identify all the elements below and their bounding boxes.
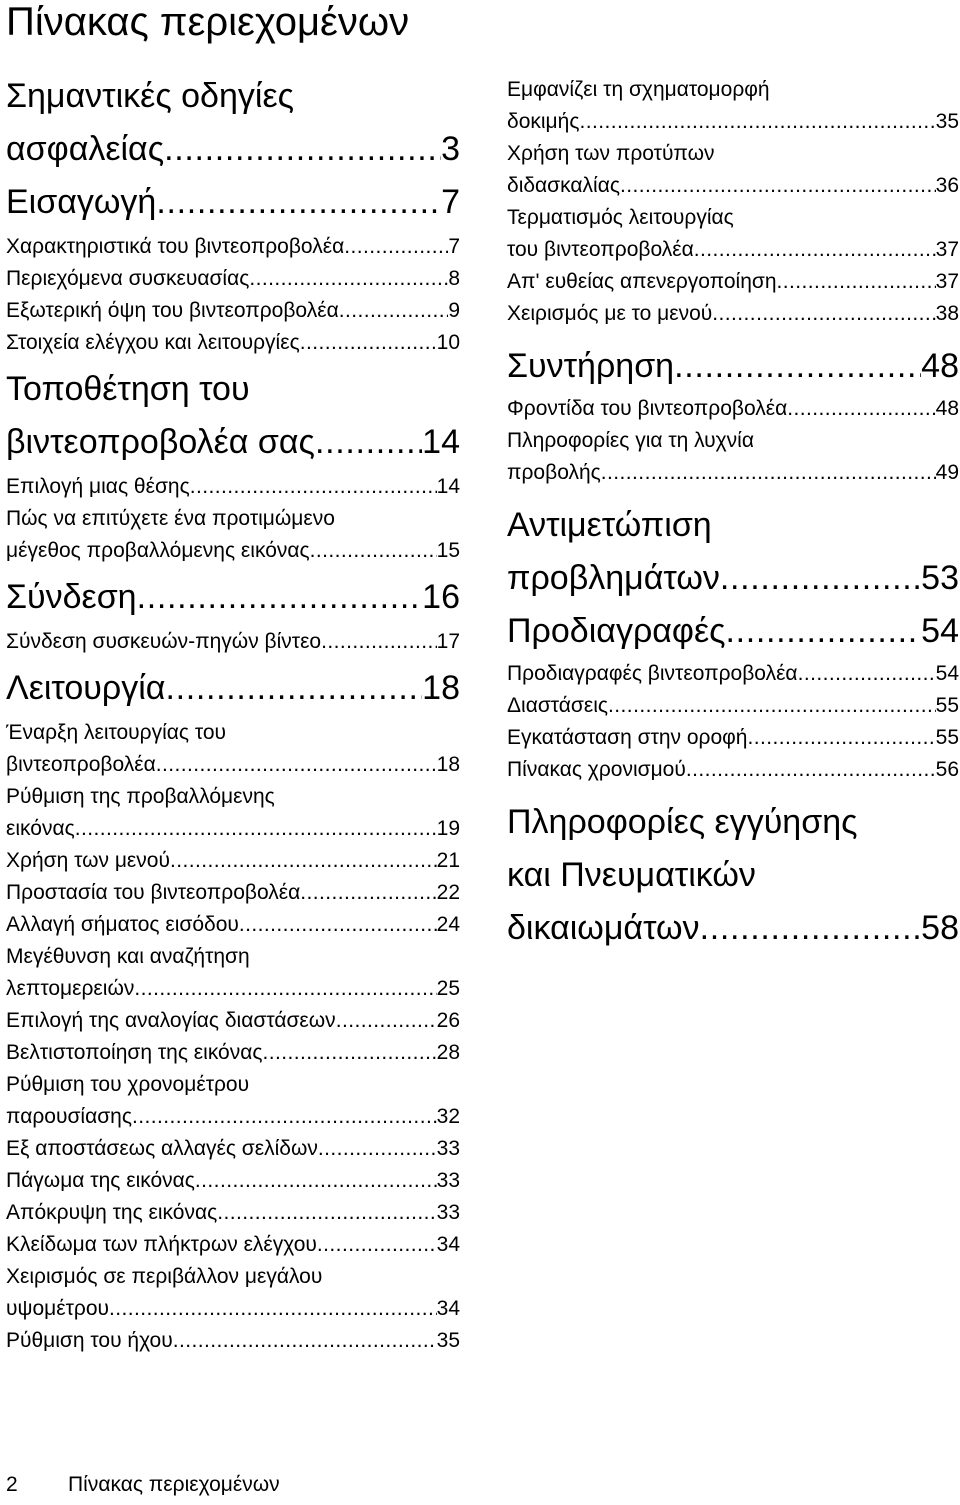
toc-entry-row bbox=[507, 266, 959, 298]
toc-entry-title: προβλημάτων bbox=[507, 559, 720, 597]
toc-page-number: 34 bbox=[436, 1233, 460, 1256]
toc-entry-title: Κλείδωμα των πλήκτρων ελέγχου bbox=[6, 1233, 317, 1256]
toc-section-entry[interactable] bbox=[6, 1165, 460, 1197]
toc-entry-title: Προδιαγραφές βιντεοπροβολέα bbox=[507, 662, 798, 685]
toc-left-column bbox=[6, 70, 460, 1357]
toc-entry-title: Εγκατάσταση στην οροφή bbox=[507, 726, 748, 749]
toc-entry-row bbox=[507, 393, 959, 425]
toc-entry-row bbox=[6, 973, 460, 1005]
toc-entry-row bbox=[6, 1037, 460, 1069]
toc-entry-title: Αλλαγή σήματος εισόδου bbox=[6, 913, 239, 936]
toc-section-entry[interactable] bbox=[6, 263, 460, 295]
toc-entry-row bbox=[6, 295, 460, 327]
toc-entry-title: λεπτομερειών bbox=[6, 977, 135, 1000]
toc-entry-title: του βιντεοπροβολέα bbox=[507, 238, 694, 261]
toc-page-number: 15 bbox=[436, 539, 460, 562]
toc-chapter-entry[interactable] bbox=[6, 176, 460, 229]
dot-leader bbox=[620, 170, 936, 202]
toc-page-number: 25 bbox=[436, 977, 460, 1000]
toc-page-number: 18 bbox=[422, 669, 460, 707]
toc-entry-row bbox=[6, 1101, 460, 1133]
toc-entry-title: μέγεθος προβαλλόμενης εικόνας bbox=[6, 539, 310, 562]
toc-section-entry[interactable] bbox=[6, 1325, 460, 1357]
toc-page-number: 34 bbox=[436, 1297, 460, 1320]
toc-entry-title-line: Πώς να επιτύχετε ένα προτιμώμενο bbox=[6, 507, 335, 530]
toc-section-entry[interactable] bbox=[6, 231, 460, 263]
toc-section-entry[interactable] bbox=[507, 425, 959, 489]
toc-entry-row bbox=[6, 1005, 460, 1037]
toc-entry-row bbox=[507, 340, 959, 393]
toc-page-number: 33 bbox=[436, 1137, 460, 1160]
toc-entry-row bbox=[6, 749, 460, 781]
dot-leader bbox=[134, 973, 436, 1005]
toc-entry-title: Βελτιστοποίηση της εικόνας bbox=[6, 1041, 263, 1064]
toc-section-entry[interactable] bbox=[6, 1261, 460, 1325]
dot-leader bbox=[156, 176, 441, 229]
toc-entry-row bbox=[6, 877, 460, 909]
toc-page-number: 36 bbox=[935, 174, 959, 197]
toc-page-number: 35 bbox=[436, 1329, 460, 1352]
toc-page-number: 49 bbox=[935, 461, 959, 484]
toc-entry-title-line: Σημαντικές οδηγίες bbox=[6, 77, 294, 115]
toc-entry-title: ασφαλείας bbox=[6, 130, 165, 168]
toc-chapter-entry[interactable] bbox=[507, 340, 959, 393]
toc-entry-title-line: Χρήση των προτύπων bbox=[507, 142, 715, 165]
toc-entry-row bbox=[507, 234, 959, 266]
toc-page-number: 14 bbox=[422, 423, 460, 461]
toc-section-entry[interactable] bbox=[6, 877, 460, 909]
toc-section-entry[interactable] bbox=[6, 503, 460, 567]
dot-leader bbox=[317, 1229, 437, 1261]
toc-entry-title: Συντήρηση bbox=[507, 347, 675, 385]
toc-entry-row bbox=[6, 535, 460, 567]
toc-entry-title: Χαρακτηριστικά του βιντεοπροβολέα bbox=[6, 235, 345, 258]
toc-page-number: 55 bbox=[935, 694, 959, 717]
toc-page-number: 26 bbox=[436, 1009, 460, 1032]
toc-page-number: 9 bbox=[448, 299, 460, 322]
toc-entry-title: δοκιμής bbox=[507, 110, 580, 133]
toc-entry-title-line: Τερματισμός λειτουργίας bbox=[507, 206, 734, 229]
toc-entry-row bbox=[507, 298, 959, 330]
toc-entry-row bbox=[6, 1133, 460, 1165]
dot-leader bbox=[579, 106, 935, 138]
toc-page-number: 58 bbox=[921, 909, 959, 947]
toc-entry-title: προβολής bbox=[507, 461, 601, 484]
toc-page-number: 7 bbox=[441, 183, 460, 221]
dot-leader bbox=[310, 535, 437, 567]
toc-chapter-entry[interactable] bbox=[6, 571, 460, 624]
toc-entry-row bbox=[6, 662, 460, 715]
toc-entry-title: Σύνδεση συσκευών-πηγών βίντεο bbox=[6, 630, 322, 653]
toc-entry-title: Διαστάσεις bbox=[507, 694, 609, 717]
dot-leader bbox=[164, 123, 441, 176]
dot-leader bbox=[249, 263, 448, 295]
toc-entry-title: Περιεχόμενα συσκευασίας bbox=[6, 267, 250, 290]
toc-entry-title: εικόνας bbox=[6, 817, 75, 840]
toc-entry-title: Εξ αποστάσεως αλλαγές σελίδων bbox=[6, 1137, 318, 1160]
toc-section-entry[interactable] bbox=[507, 74, 959, 138]
toc-chapter-entry[interactable] bbox=[6, 662, 460, 715]
dot-leader bbox=[747, 722, 935, 754]
toc-section-entry[interactable] bbox=[6, 471, 460, 503]
dot-leader bbox=[336, 1005, 437, 1037]
footer-title: Πίνακας περιεχομένων bbox=[68, 1473, 280, 1496]
toc-page-number: 3 bbox=[441, 130, 460, 168]
toc-entry-title-line: Ρύθμιση του χρονομέτρου bbox=[6, 1073, 250, 1096]
dot-leader bbox=[217, 1197, 436, 1229]
toc-page-number: 48 bbox=[921, 347, 959, 385]
toc-entry-row bbox=[6, 176, 460, 229]
toc-entry-title: Προδιαγραφές bbox=[507, 612, 726, 650]
toc-section-entry[interactable] bbox=[6, 1133, 460, 1165]
toc-right-column bbox=[507, 74, 959, 955]
toc-entry-row bbox=[6, 1325, 460, 1357]
toc-section-entry[interactable] bbox=[6, 1069, 460, 1133]
toc-section-entry[interactable] bbox=[6, 1037, 460, 1069]
toc-entry-title: και Πνευματικών bbox=[507, 856, 756, 894]
toc-entry-title: Εισαγωγή bbox=[6, 183, 157, 221]
toc-entry-title-line: Πληροφορίες για τη λυχνία bbox=[507, 429, 754, 452]
toc-page-number: 54 bbox=[921, 612, 959, 650]
toc-entry-row bbox=[507, 170, 959, 202]
toc-entry-title-line: Μεγέθυνση και αναζήτηση bbox=[6, 945, 250, 968]
toc-section-entry[interactable] bbox=[6, 781, 460, 845]
toc-entry-row bbox=[507, 849, 959, 902]
toc-page-number: 10 bbox=[436, 331, 460, 354]
dot-leader bbox=[132, 1101, 437, 1133]
dot-leader bbox=[190, 471, 437, 503]
dot-leader bbox=[263, 1037, 437, 1069]
dot-leader bbox=[712, 298, 935, 330]
dot-leader bbox=[137, 571, 423, 624]
toc-page-number: 24 bbox=[436, 913, 460, 936]
toc-entry-title: δικαιωμάτων bbox=[507, 909, 700, 947]
toc-page-number: 48 bbox=[935, 397, 959, 420]
toc-chapter-entry[interactable] bbox=[507, 796, 959, 955]
toc-page-number: 8 bbox=[448, 267, 460, 290]
dot-leader bbox=[170, 845, 437, 877]
toc-entry-row bbox=[6, 327, 460, 359]
toc-section-entry[interactable] bbox=[507, 658, 959, 690]
toc-entry-title: παρουσίασης bbox=[6, 1105, 132, 1128]
toc-entry-row bbox=[6, 1165, 460, 1197]
toc-entry-title: βιντεοπροβολέα σας bbox=[6, 423, 315, 461]
toc-entry-row bbox=[6, 813, 460, 845]
toc-section-entry[interactable] bbox=[507, 298, 959, 330]
toc-page-number: 37 bbox=[935, 238, 959, 261]
toc-entry-row bbox=[6, 571, 460, 624]
toc-entry-title: Σύνδεση bbox=[6, 578, 137, 616]
toc-entry-row bbox=[6, 845, 460, 877]
toc-entry-row bbox=[507, 106, 959, 138]
toc-page-number: 55 bbox=[935, 726, 959, 749]
toc-entry-title-line: Τοποθέτηση του bbox=[6, 370, 250, 408]
toc-entry-title: Απόκρυψη της εικόνας bbox=[6, 1201, 218, 1224]
dot-leader bbox=[720, 552, 921, 605]
dot-leader bbox=[165, 662, 422, 715]
dot-leader bbox=[787, 393, 935, 425]
toc-chapter-entry[interactable] bbox=[507, 499, 959, 605]
toc-section-entry[interactable] bbox=[6, 327, 460, 359]
toc-chapter-entry[interactable] bbox=[6, 363, 460, 469]
dot-leader bbox=[601, 457, 936, 489]
toc-entry-row bbox=[507, 605, 959, 658]
toc-page-number: 54 bbox=[935, 662, 959, 685]
toc-entry-row bbox=[507, 552, 959, 605]
toc-entry-title: διδασκαλίας bbox=[507, 174, 620, 197]
toc-section-entry[interactable] bbox=[6, 1229, 460, 1261]
toc-page-number: 14 bbox=[436, 475, 460, 498]
toc-page-number: 16 bbox=[422, 578, 460, 616]
toc-entry-title-line: Εμφανίζει τη σχηματομορφή bbox=[507, 78, 770, 101]
toc-entry-title: υψομέτρου bbox=[6, 1297, 110, 1320]
toc-entry-title: Λειτουργία bbox=[6, 669, 166, 707]
toc-section-entry[interactable] bbox=[6, 909, 460, 941]
toc-entry-row bbox=[6, 416, 460, 469]
toc-entry-title: Χρήση των μενού bbox=[6, 849, 170, 872]
toc-section-entry[interactable] bbox=[507, 138, 959, 202]
toc-chapter-entry[interactable] bbox=[507, 605, 959, 658]
toc-entry-title: βιντεοπροβολέα bbox=[6, 753, 156, 776]
dot-leader bbox=[75, 813, 437, 845]
toc-entry-row bbox=[507, 457, 959, 489]
toc-entry-title: Επιλογή της αναλογίας διαστάσεων bbox=[6, 1009, 336, 1032]
toc-entry-row bbox=[507, 658, 959, 690]
toc-entry-title-line: Ρύθμιση της προβαλλόμενης bbox=[6, 785, 275, 808]
toc-page-number: 18 bbox=[436, 753, 460, 776]
toc-page-number: 19 bbox=[436, 817, 460, 840]
toc-entry-row bbox=[6, 626, 460, 658]
toc-section-entry[interactable] bbox=[507, 722, 959, 754]
dot-leader bbox=[777, 266, 936, 298]
toc-section-entry[interactable] bbox=[6, 295, 460, 327]
toc-entry-title-line: Έναρξη λειτουργίας του bbox=[6, 721, 227, 744]
toc-page-number: 32 bbox=[436, 1105, 460, 1128]
toc-page-number: 56 bbox=[935, 758, 959, 781]
toc-section-entry[interactable] bbox=[507, 393, 959, 425]
toc-section-entry[interactable] bbox=[6, 1005, 460, 1037]
toc-entry-title-line: Αντιμετώπιση bbox=[507, 506, 712, 544]
toc-entry-title: Πίνακας χρονισμού bbox=[507, 758, 686, 781]
dot-leader bbox=[109, 1293, 437, 1325]
dot-leader bbox=[726, 605, 922, 658]
toc-entry-title: Επιλογή μιας θέσης bbox=[6, 475, 190, 498]
toc-entry-row bbox=[6, 1293, 460, 1325]
toc-section-entry[interactable] bbox=[6, 941, 460, 1005]
toc-page-number: 38 bbox=[935, 302, 959, 325]
dot-leader bbox=[195, 1165, 437, 1197]
toc-page-number: 33 bbox=[436, 1169, 460, 1192]
toc-page-number: 33 bbox=[436, 1201, 460, 1224]
toc-entry-row bbox=[6, 909, 460, 941]
toc-entry-row bbox=[6, 1197, 460, 1229]
toc-section-entry[interactable] bbox=[507, 266, 959, 298]
toc-entry-title: Φροντίδα του βιντεοπροβολέα bbox=[507, 397, 788, 420]
toc-entry-row bbox=[507, 902, 959, 955]
dot-leader bbox=[686, 754, 936, 786]
dot-leader bbox=[339, 295, 449, 327]
toc-entry-title: Πάγωμα της εικόνας bbox=[6, 1169, 195, 1192]
toc-page-number: 28 bbox=[436, 1041, 460, 1064]
dot-leader bbox=[798, 658, 936, 690]
toc-section-entry[interactable] bbox=[6, 626, 460, 658]
toc-entry-row bbox=[6, 471, 460, 503]
toc-page-number: 22 bbox=[436, 881, 460, 904]
toc-entry-row bbox=[507, 722, 959, 754]
toc-section-entry[interactable] bbox=[507, 202, 959, 266]
toc-entry-row bbox=[507, 690, 959, 722]
dot-leader bbox=[674, 340, 921, 393]
dot-leader bbox=[318, 1133, 437, 1165]
toc-section-entry[interactable] bbox=[507, 690, 959, 722]
toc-page-number: 7 bbox=[448, 235, 460, 258]
dot-leader bbox=[300, 877, 436, 909]
dot-leader bbox=[694, 234, 936, 266]
toc-section-entry[interactable] bbox=[6, 1197, 460, 1229]
toc-entry-row bbox=[6, 263, 460, 295]
page-footer bbox=[6, 1470, 280, 1500]
footer-page-number: 2 bbox=[6, 1473, 18, 1496]
toc-entry-title: Χειρισμός με το μενού bbox=[507, 302, 713, 325]
toc-entry-title-line: Χειρισμός σε περιβάλλον μεγάλου bbox=[6, 1265, 323, 1288]
toc-entry-title: Προστασία του βιντεοπροβολέα bbox=[6, 881, 301, 904]
toc-entry-row bbox=[6, 1229, 460, 1261]
toc-section-entry[interactable] bbox=[6, 717, 460, 781]
dot-leader bbox=[700, 902, 922, 955]
dot-leader bbox=[608, 690, 936, 722]
dot-leader bbox=[315, 416, 422, 469]
toc-entry-row bbox=[507, 754, 959, 786]
toc-entry-row bbox=[6, 123, 460, 176]
toc-page-number: 17 bbox=[436, 630, 460, 653]
toc-entry-title: Στοιχεία ελέγχου και λειτουργίες bbox=[6, 331, 300, 354]
toc-entry-title: Απ' ευθείας απενεργοποίηση bbox=[507, 270, 777, 293]
toc-chapter-entry[interactable] bbox=[6, 70, 460, 176]
toc-entry-title: Εξωτερική όψη του βιντεοπροβολέα bbox=[6, 299, 339, 322]
toc-section-entry[interactable] bbox=[6, 845, 460, 877]
toc-section-entry[interactable] bbox=[507, 754, 959, 786]
dot-leader bbox=[173, 1325, 437, 1357]
toc-entry-title: Ρύθμιση του ήχου bbox=[6, 1329, 173, 1352]
toc-page-number: 37 bbox=[935, 270, 959, 293]
toc-entry-title-line: Πληροφορίες εγγύησης bbox=[507, 803, 858, 841]
toc-entry-row bbox=[6, 231, 460, 263]
dot-leader bbox=[300, 327, 437, 359]
dot-leader bbox=[239, 909, 437, 941]
dot-leader bbox=[344, 231, 448, 263]
dot-leader bbox=[321, 626, 437, 658]
dot-leader bbox=[156, 749, 437, 781]
toc-page-number: 53 bbox=[921, 559, 959, 597]
toc-page-number: 21 bbox=[436, 849, 460, 872]
toc-page-number: 35 bbox=[935, 110, 959, 133]
page-title: Πίνακας περιεχομένων bbox=[6, 0, 410, 44]
